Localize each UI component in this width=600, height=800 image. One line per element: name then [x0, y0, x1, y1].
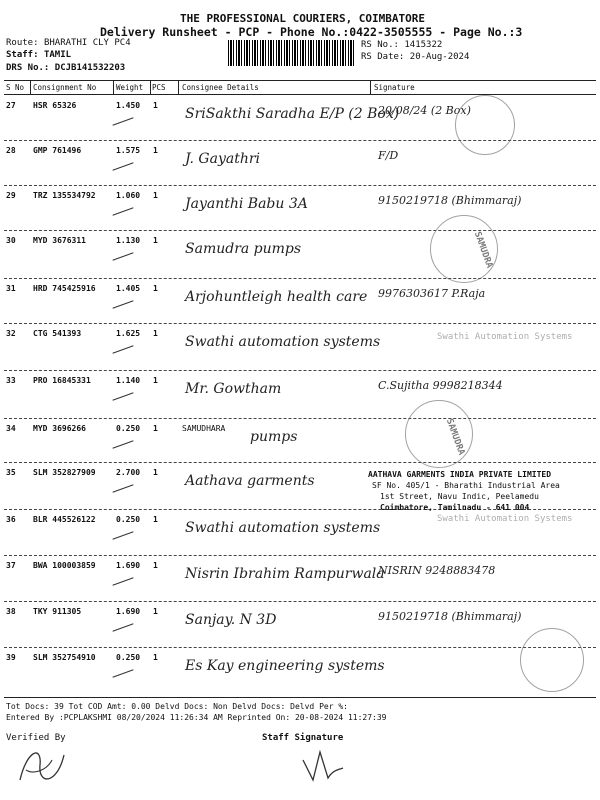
- barcode: [228, 40, 356, 66]
- staff-signature-scribble: [298, 740, 348, 790]
- row-separator: [4, 647, 596, 648]
- row-separator: [4, 185, 596, 186]
- row-weight: 1.690: [116, 561, 141, 570]
- row-separator: [4, 370, 596, 371]
- row-sno: 36: [6, 515, 16, 524]
- row-pcs: 1: [153, 561, 158, 570]
- row-tick-mark: [112, 117, 133, 125]
- row-consignment-no: TRZ 135534792: [33, 191, 96, 200]
- row-sno: 28: [6, 146, 16, 155]
- row-separator: [4, 323, 596, 324]
- row-tick-mark: [112, 252, 133, 260]
- col-divider: [113, 80, 114, 94]
- row-sno: 37: [6, 561, 16, 570]
- aathava-stamp-line1: AATHAVA GARMENTS INDIA PRIVATE LIMITED: [368, 470, 552, 479]
- row-weight: 0.250: [116, 653, 141, 662]
- company-seal-stamp: [520, 628, 584, 692]
- row-signature-text: 20/08/24 (2 Box): [378, 104, 471, 117]
- col-header-consignment: Consignment No: [33, 83, 97, 92]
- row-handwritten-consignee: pumps: [250, 429, 298, 445]
- row-sno: 27: [6, 101, 16, 110]
- row-sno: 33: [6, 376, 16, 385]
- footer-totals: Tot Docs: 39 Tot COD Amt: 0.00 Delvd Docs: Non Delvd Docs: Delvd Per %:: [6, 702, 348, 711]
- row-handwritten-consignee: Nisrin Ibrahim Rampurwala: [185, 566, 385, 582]
- row-sno: 39: [6, 653, 16, 662]
- table-header-border: [4, 94, 596, 95]
- col-header-sno: S No: [6, 83, 25, 92]
- row-tick-mark: [112, 623, 133, 631]
- row-consignment-no: MYD 3696266: [33, 424, 86, 433]
- row-sno: 32: [6, 329, 16, 338]
- row-weight: 1.625: [116, 329, 141, 338]
- row-separator: [4, 278, 596, 279]
- row-pcs: 1: [153, 101, 158, 110]
- aathava-stamp-line3: 1st Street, Navu Indic, Peelamedu: [380, 492, 539, 501]
- col-header-consignee: Consignee Details: [182, 83, 259, 92]
- staff-signature-label: Staff Signature: [262, 733, 344, 743]
- row-weight: 2.700: [116, 468, 141, 477]
- row-weight: 0.250: [116, 424, 141, 433]
- footer-top-border: [4, 697, 596, 698]
- row-tick-mark: [112, 577, 133, 585]
- row-consignment-no: HSR 65326: [33, 101, 77, 110]
- row-separator: [4, 462, 596, 463]
- row-separator: [4, 601, 596, 602]
- col-header-weight: Weight: [116, 83, 144, 92]
- row-weight: 1.130: [116, 236, 141, 245]
- row-weight: 1.060: [116, 191, 141, 200]
- row-tick-mark: [112, 345, 133, 353]
- verified-by-label: Verified By: [6, 733, 66, 743]
- swathi-stamp-text: Swathi Automation Systems: [437, 332, 573, 342]
- row-tick-mark: [112, 300, 133, 308]
- footer-entered-by: Entered By :PCPLAKSHMI 08/20/2024 11:26:34 AM Reprinted On: 20-08-2024 11:27:39: [6, 713, 387, 722]
- row-signature-text: C.Sujitha 9998218344: [378, 379, 503, 392]
- row-separator: [4, 230, 596, 231]
- route-line: Route: BHARATHI CLY PC4: [6, 38, 131, 48]
- row-pcs: 1: [153, 468, 158, 477]
- col-divider: [150, 80, 151, 94]
- col-divider: [178, 80, 179, 94]
- company-title: THE PROFESSIONAL COURIERS, COIMBATORE: [180, 12, 426, 25]
- row-pcs: 1: [153, 236, 158, 245]
- row-tick-mark: [112, 669, 133, 677]
- row-sno: 34: [6, 424, 16, 433]
- samudra-stamp-text: SAMUDRA: [471, 230, 495, 270]
- row-pcs: 1: [153, 146, 158, 155]
- row-pcs: 1: [153, 607, 158, 616]
- row-sno: 38: [6, 607, 16, 616]
- row-weight: 0.250: [116, 515, 141, 524]
- row-weight: 1.575: [116, 146, 141, 155]
- row-pcs: 1: [153, 284, 158, 293]
- col-divider: [370, 80, 371, 94]
- row-tick-mark: [112, 440, 133, 448]
- swathi-stamp-text: Swathi Automation Systems: [437, 514, 573, 524]
- row-signature-text: 9150219718 (Bhimmaraj): [378, 610, 522, 623]
- row-signature-text: F/D: [378, 149, 399, 162]
- row-weight: 1.405: [116, 284, 141, 293]
- row-sno: 31: [6, 284, 16, 293]
- row-pcs: 1: [153, 191, 158, 200]
- rs-date-line: RS Date: 20-Aug-2024: [361, 52, 470, 62]
- row-weight: 1.690: [116, 607, 141, 616]
- row-separator: [4, 555, 596, 556]
- runsheet-title: Delivery Runsheet - PCP - Phone No.:0422-3505555 - Page No.:3: [100, 25, 523, 39]
- row-handwritten-consignee: Aathava garments: [185, 473, 315, 489]
- row-handwritten-consignee: Mr. Gowtham: [185, 381, 282, 397]
- row-tick-mark: [112, 531, 133, 539]
- row-handwritten-consignee: Arjohuntleigh health care: [185, 289, 368, 305]
- row-consignment-no: HRD 745425916: [33, 284, 96, 293]
- samudra-stamp-text: SAMUDRA: [443, 417, 467, 457]
- row-pcs: 1: [153, 653, 158, 662]
- verifier-signature-scribble: [12, 740, 72, 790]
- row-handwritten-consignee: Sanjay. N 3D: [185, 612, 277, 628]
- row-printed-consignee: SAMUDHARA: [182, 424, 226, 433]
- row-handwritten-consignee: Swathi automation systems: [185, 334, 381, 350]
- company-seal-stamp: [405, 400, 473, 468]
- row-handwritten-consignee: J. Gayathri: [185, 151, 261, 167]
- row-weight: 1.450: [116, 101, 141, 110]
- row-sno: 29: [6, 191, 16, 200]
- row-consignment-no: SLM 352754910: [33, 653, 96, 662]
- row-signature-text: 9150219718 (Bhimmaraj): [378, 194, 522, 207]
- row-signature-text: NISRIN 9248883478: [378, 564, 496, 577]
- drs-line: DRS No.: DCJB141532203: [6, 63, 126, 73]
- row-consignment-no: MYD 3676311: [33, 236, 86, 245]
- col-header-signature: Signature: [374, 83, 415, 92]
- row-handwritten-consignee: Swathi automation systems: [185, 520, 381, 536]
- row-pcs: 1: [153, 329, 158, 338]
- row-weight: 1.140: [116, 376, 141, 385]
- row-consignment-no: TKY 911305: [33, 607, 82, 616]
- aathava-stamp-line4: Coimbatore, Tamilnadu - 641 004: [380, 503, 530, 512]
- row-consignment-no: CTG 541393: [33, 329, 82, 338]
- row-signature-text: 9976303617 P.Raja: [378, 287, 486, 300]
- row-consignment-no: BWA 100003859: [33, 561, 96, 570]
- row-pcs: 1: [153, 515, 158, 524]
- row-consignment-no: GMP 761496: [33, 146, 82, 155]
- row-consignment-no: PRO 16845331: [33, 376, 91, 385]
- row-handwritten-consignee: Samudra pumps: [185, 241, 302, 257]
- row-tick-mark: [112, 392, 133, 400]
- col-divider: [30, 80, 31, 94]
- row-consignment-no: BLR 445526122: [33, 515, 96, 524]
- company-seal-stamp: [455, 95, 515, 155]
- row-consignment-no: SLM 352827909: [33, 468, 96, 477]
- row-tick-mark: [112, 162, 133, 170]
- aathava-stamp-line2: SF No. 405/1 - Bharathi Industrial Area: [372, 481, 560, 490]
- row-pcs: 1: [153, 424, 158, 433]
- table-top-border: [4, 80, 596, 81]
- row-separator: [4, 418, 596, 419]
- row-handwritten-consignee: SriSakthi Saradha E/P (2 Box): [185, 106, 400, 122]
- row-handwritten-consignee: Es Kay engineering systems: [185, 658, 385, 674]
- row-sno: 35: [6, 468, 16, 477]
- row-sno: 30: [6, 236, 16, 245]
- row-tick-mark: [112, 484, 133, 492]
- staff-line: Staff: TAMIL: [6, 50, 72, 60]
- rs-no-line: RS No.: 1415322: [361, 40, 443, 50]
- row-handwritten-consignee: Jayanthi Babu 3A: [185, 196, 308, 212]
- row-tick-mark: [112, 207, 133, 215]
- row-pcs: 1: [153, 376, 158, 385]
- col-header-pcs: PCS: [152, 83, 166, 92]
